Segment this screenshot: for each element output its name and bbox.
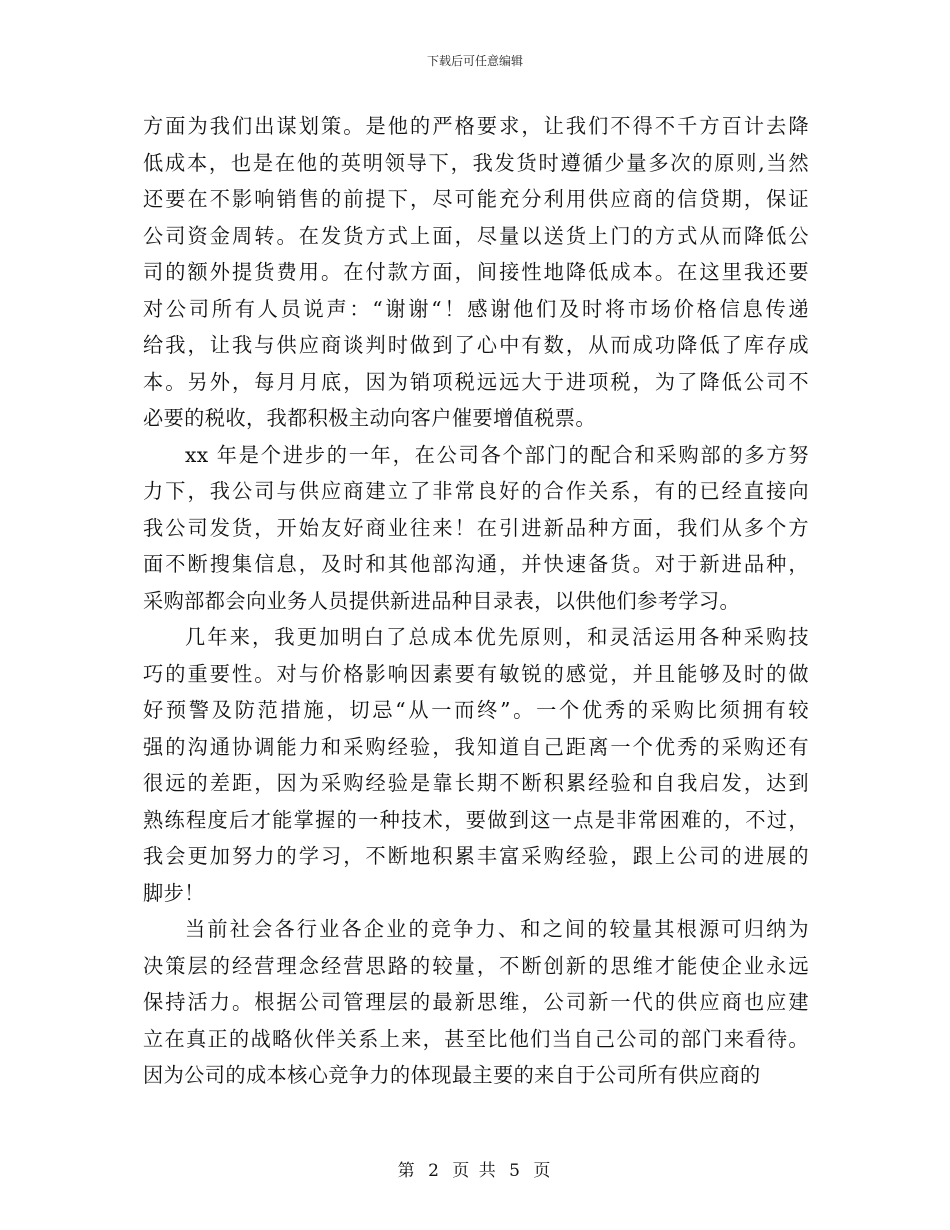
text-line: 给我，让我与供应商谈判时做到了心中有数，从而成功降低了库存成 xyxy=(143,333,809,357)
page-footer xyxy=(0,1156,950,1181)
paragraph xyxy=(143,911,809,1094)
text-line: 公司资金周转。在发货方式上面，尽量以送货上门的方式从而降低公 xyxy=(143,223,809,248)
text-line: 力下，我公司与供应商建立了非常良好的合作关系，有的已经直接向 xyxy=(143,479,809,503)
text-line: 决策层的经营理念经营思路的较量，不断创新的思维才能使企业永远 xyxy=(143,953,809,978)
text-line: 本。另外，每月月底，因为销项税远远大于进项税，为了降低公司不 xyxy=(143,369,809,394)
paragraph xyxy=(143,108,809,437)
text-line: 强的沟通协调能力和采购经验，我知道自己距离一个优秀的采购还有 xyxy=(143,734,809,759)
text-line: 熟练程度后才能掌握的一种技术，要做到这一点是非常困难的，不过， xyxy=(143,807,809,832)
text-line: 因为公司的成本核心竞争力的体现最主要的来自于公司所有供应商的 xyxy=(143,1063,761,1087)
text-line: 采购部都会向业务人员提供新进品种目录表，以供他们参考学习。 xyxy=(143,588,741,613)
text-line: 脚步！ xyxy=(143,880,205,905)
text-line: 我会更加努力的学习，不断地积累丰富采购经验，跟上公司的进展的 xyxy=(143,844,809,868)
footer-prefix: 第 xyxy=(397,1161,417,1181)
text-line: 很远的差距，因为采购经验是靠长期不断积累经验和自我启发，达到 xyxy=(143,771,809,795)
text-line: 巧的重要性。对与价格影响因素要有敏锐的感觉，并且能够及时的做 xyxy=(143,661,809,686)
paragraph xyxy=(143,619,809,911)
footer-page-number: 2 xyxy=(428,1161,441,1181)
text-line: 必要的税收，我都积极主动向客户催要增值税票。 xyxy=(143,406,596,430)
text-line: 保持活力。根据公司管理层的最新思维，公司新一代的供应商也应建 xyxy=(143,990,809,1014)
text-line: 面不断搜集信息，及时和其他部沟通，并快速备货。对于新进品种， xyxy=(143,552,809,576)
footer-suffix: 页 xyxy=(533,1161,553,1181)
page-header-note: 下载后可任意编辑 xyxy=(426,54,523,68)
text-line: 立在真正的战略伙伴关系上来，甚至比他们当自己公司的部门来看待。 xyxy=(143,1026,809,1051)
document-body xyxy=(143,108,809,1094)
text-line: 低成本，也是在他的英明领导下，我发货时遵循少量多次的原则,当然 xyxy=(143,150,809,175)
text-line: 方面为我们出谋划策。是他的严格要求，让我们不得不千方百计去降 xyxy=(143,114,809,138)
text-line: 我公司发货，开始友好商业往来！在引进新品种方面，我们从多个方 xyxy=(143,515,809,540)
text-line: 几年来，我更加明白了总成本优先原则，和灵活运用各种采购技 xyxy=(185,625,809,649)
text-line: 好预警及防范措施，切忌“从一而终”。一个优秀的采购比须拥有较 xyxy=(143,698,809,722)
paragraph xyxy=(143,437,809,620)
text-line: 还要在不影响销售的前提下，尽可能充分利用供应商的信贷期，保证 xyxy=(143,187,809,211)
text-line: xx 年是个进步的一年，在公司各个部门的配合和采购部的多方努 xyxy=(185,442,809,467)
text-line: 对公司所有人员说声：“谢谢“！感谢他们及时将市场价格信息传递 xyxy=(143,296,809,321)
text-line: 司的额外提货费用。在付款方面，间接性地降低成本。在这里我还要 xyxy=(143,260,809,284)
footer-middle: 页 共 xyxy=(452,1161,498,1181)
text-line: 当前社会各行业各企业的竞争力、和之间的较量其根源可归纳为 xyxy=(185,917,809,941)
footer-total-pages: 5 xyxy=(509,1161,522,1181)
